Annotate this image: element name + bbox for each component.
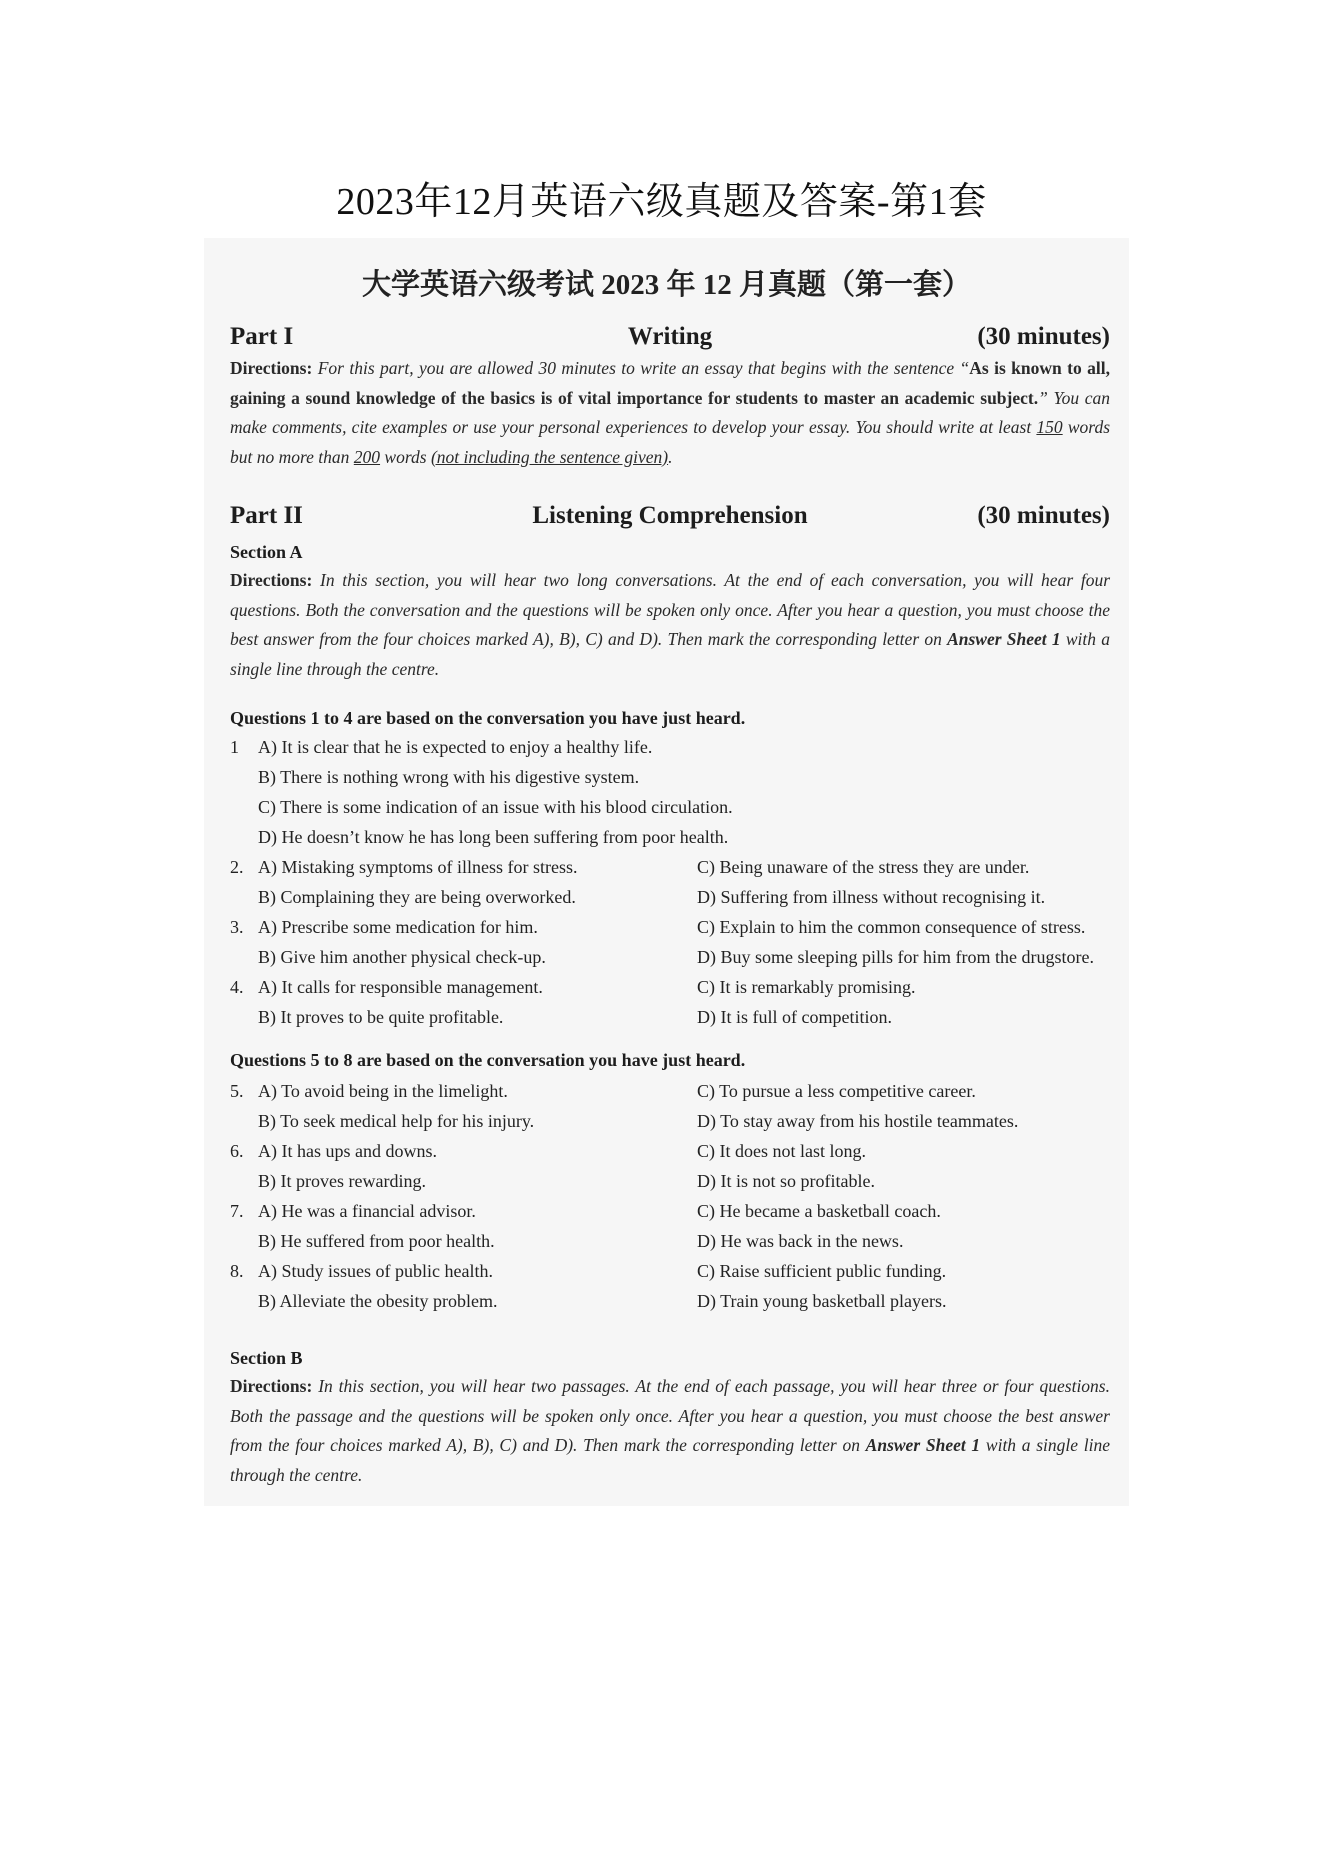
option-b: B) Complaining they are being overworked. <box>258 887 576 907</box>
option-a: A) It is clear that he is expected to enjoy a healthy life. <box>258 737 653 757</box>
option-a: A) He was a financial advisor. <box>258 1201 476 1221</box>
directions-text: with a single line through the centre. <box>230 629 1110 679</box>
question-group-title: Questions 5 to 8 are based on the conversation you have just heard. <box>230 1050 746 1070</box>
directions-text: In this section, you will hear two long conversations. At the end of each conversation, you will hear four questions. Both the conversation and the questions will be spoken only once. After you hear a question, you must choose the best answer from the four choices marked A), B), C) and D). Then mark the corresponding letter on <box>230 570 1111 649</box>
directions-text: ” You can make comments, cite examples or use your personal experiences to develop your essay. You should write at least <box>230 387 1110 437</box>
option-b: B) There is nothing wrong with his digestive system. <box>258 767 640 787</box>
part2-time: (30 minutes) <box>977 502 1110 529</box>
option-d: D) It is not so profitable. <box>697 1171 875 1191</box>
part2-title: Listening Comprehension <box>532 502 808 529</box>
option-a: A) It calls for responsible management. <box>258 977 543 997</box>
directions-label: Directions: <box>230 1376 313 1396</box>
option-a: A) Prescribe some medication for him. <box>258 917 538 937</box>
part1-name: Part I <box>230 323 294 350</box>
part1-header <box>230 323 1110 357</box>
part1-directions <box>230 354 1110 472</box>
answer-sheet-ref: Answer Sheet 1 <box>947 629 1061 649</box>
part2-header <box>230 502 1110 536</box>
part2-name: Part II <box>230 502 303 529</box>
question-number: 4. <box>230 977 244 997</box>
option-d: D) Train young basketball players. <box>697 1291 947 1311</box>
max-words: 200 <box>353 446 381 467</box>
option-d: D) Suffering from illness without recognising it. <box>697 887 1046 907</box>
option-a: A) To avoid being in the limelight. <box>258 1081 508 1101</box>
option-d: D) To stay away from his hostile teammates. <box>697 1111 1019 1131</box>
question-number: 2. <box>230 857 244 877</box>
section-b-label: Section B <box>230 1348 303 1368</box>
document-title: 2023年12月英语六级真题及答案-第1套 <box>336 181 987 223</box>
part1-time: (30 minutes) <box>977 323 1110 350</box>
option-c: C) To pursue a less competitive career. <box>697 1081 976 1101</box>
question-group-title: Questions 1 to 4 are based on the conversation you have just heard. <box>230 708 746 728</box>
option-b: B) Give him another physical check-up. <box>258 947 546 967</box>
option-b: B) To seek medical help for his injury. <box>258 1111 535 1131</box>
option-b: B) Alleviate the obesity problem. <box>258 1291 498 1311</box>
question-number: 3. <box>230 917 244 937</box>
option-d: D) Buy some sleeping pills for him from the drugstore. <box>697 947 1094 967</box>
option-d: D) He was back in the news. <box>697 1231 904 1251</box>
option-c: C) There is some indication of an issue with his blood circulation. <box>258 797 733 817</box>
question-number: 5. <box>230 1081 244 1101</box>
directions-label: Directions: <box>230 358 313 378</box>
essay-opening-sentence: As is known to all, gaining a sound knowledge of the basics is of vital importance for students to master an academic subject. <box>230 358 1110 408</box>
option-c: C) Explain to him the common consequence of stress. <box>697 917 1086 937</box>
section-a-directions <box>230 566 1110 684</box>
option-d: D) It is full of competition. <box>697 1007 892 1027</box>
option-d: D) He doesn’t know he has long been suffering from poor health. <box>258 827 729 847</box>
question-number: 7. <box>230 1201 244 1221</box>
exam-title: 大学英语六级考试 2023 年 12 月真题（第一套） <box>361 269 971 301</box>
option-a: A) Mistaking symptoms of illness for stress. <box>258 857 578 877</box>
section-a-label: Section A <box>230 542 303 562</box>
question-number: 6. <box>230 1141 244 1161</box>
question-number: 8. <box>230 1261 244 1281</box>
answer-sheet-ref: Answer Sheet 1 <box>865 1435 981 1455</box>
option-c: C) Being unaware of the stress they are under. <box>697 857 1030 877</box>
not-including-note: (not including the sentence given) <box>430 446 669 467</box>
directions-text: . <box>668 446 673 467</box>
directions-text: with a single line through the centre. <box>230 1435 1110 1485</box>
option-b: B) He suffered from poor health. <box>258 1231 495 1251</box>
option-a: A) Study issues of public health. <box>258 1261 493 1281</box>
section-b-directions <box>230 1372 1110 1490</box>
option-c: C) Raise sufficient public funding. <box>697 1261 947 1281</box>
directions-text: words but no more than <box>230 417 1110 467</box>
option-c: C) It is remarkably promising. <box>697 977 916 997</box>
directions-text: In this section, you will hear two passages. At the end of each passage, you will hear three or four questions. Both the passage and the questions will be spoken only once. After you hear a question, you must choose the best answer from the four choices marked A), B), C) and D). Then mark the corresponding letter on <box>230 1376 1110 1455</box>
option-a: A) It has ups and downs. <box>258 1141 437 1161</box>
min-words: 150 <box>1036 417 1063 437</box>
directions-text: words <box>380 446 431 467</box>
directions-label: Directions: <box>230 570 313 590</box>
question-number: 1 <box>230 737 239 757</box>
directions-text: For this part, you are allowed 30 minutes to write an essay that begins with the sentence “ <box>317 358 970 378</box>
part1-title: Writing <box>627 323 713 350</box>
option-c: C) It does not last long. <box>697 1141 866 1161</box>
option-c: C) He became a basketball coach. <box>697 1201 941 1221</box>
option-b: B) It proves to be quite profitable. <box>258 1007 504 1027</box>
option-b: B) It proves rewarding. <box>258 1171 426 1191</box>
